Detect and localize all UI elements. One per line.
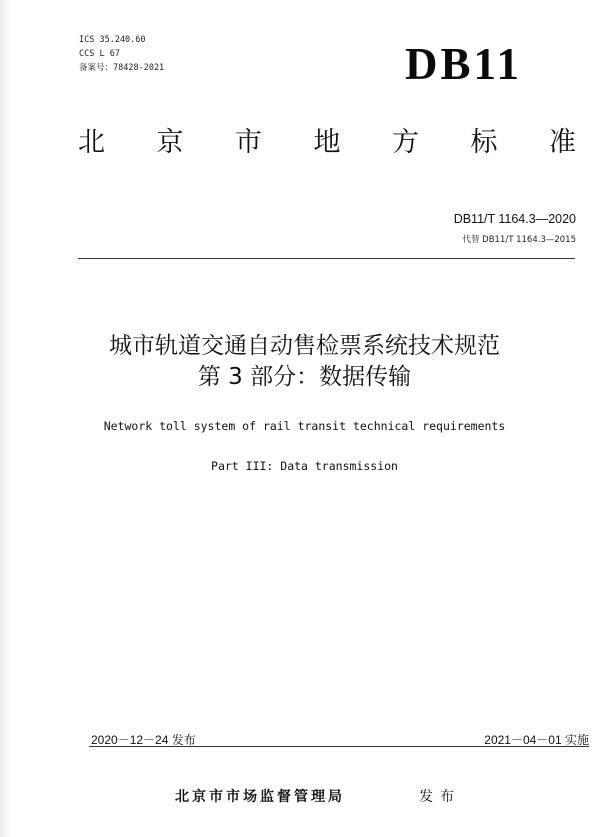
standard-type-char: 地 [313,127,341,158]
standard-type-char: 方 [392,127,419,158]
issue-date: 2020－12－24 发布 [91,733,196,747]
standard-type-title [78,125,576,161]
db11-logo: DB11 [405,39,523,89]
publish-label: 发布 [419,789,461,805]
english-title-line-2: Part III: Data transmission [211,459,398,473]
record-number: 备案号：78428-2021 [79,63,165,73]
english-title-line-1: Network toll system of rail transit technical requirements [103,419,506,433]
standard-type-char: 市 [235,127,262,158]
publisher-name: 北京市市场监督管理局 [175,789,345,805]
standard-type-char: 京 [156,127,184,158]
chinese-title-line-1: 城市轨道交通自动售检票系统技术规范 [109,333,500,359]
chinese-title-line-2: 第 3 部分：数据传输 [197,364,412,390]
ccs-code: CCS L 67 [79,49,120,59]
standard-number: DB11/T 1164.3—2020 [453,212,576,226]
header-divider [78,258,575,259]
effective-date: 2021－04－01 实施 [484,733,589,747]
standard-type-char: 准 [549,127,576,158]
standard-type-char: 标 [470,127,498,158]
replaces-standard: 代替 DB11/T 1164.3—2015 [462,235,576,245]
footer-divider [89,746,589,747]
ics-code: ICS 35.240.60 [79,35,146,45]
standard-type-char: 北 [78,127,105,158]
